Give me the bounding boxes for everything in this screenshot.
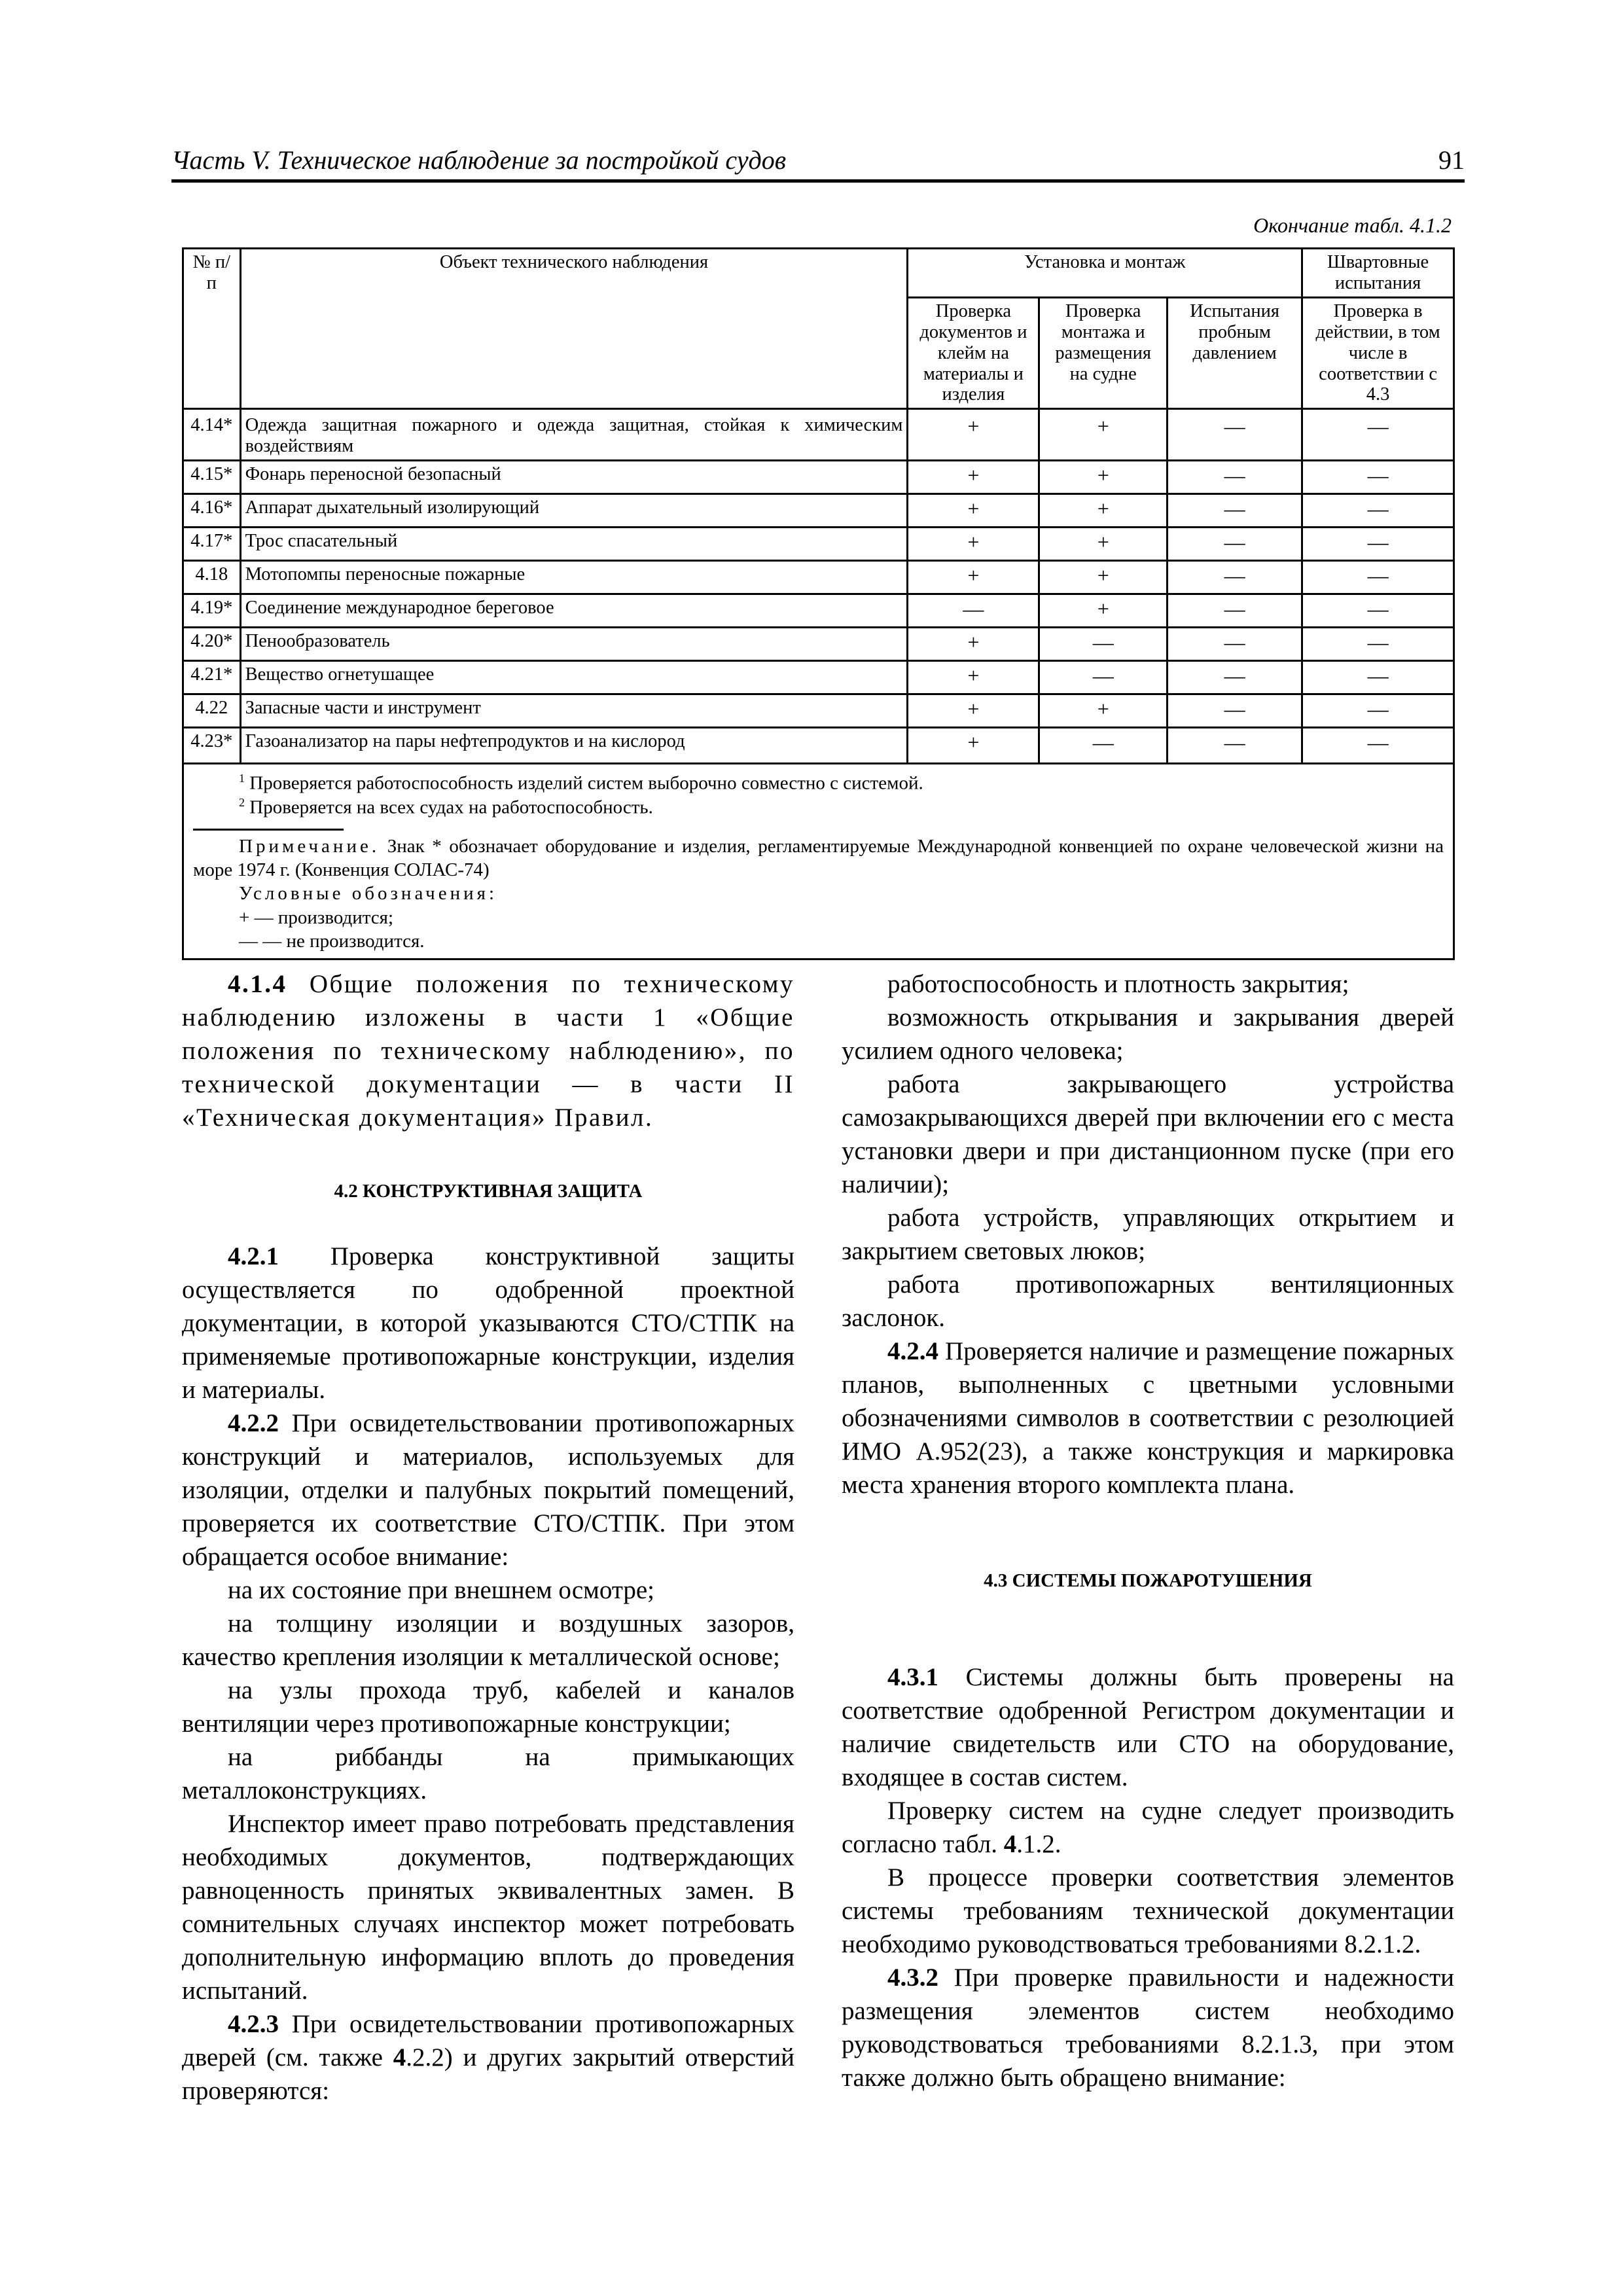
row-mark: + xyxy=(908,528,1039,561)
note-label: Примечание. xyxy=(239,835,380,857)
row-mark: — xyxy=(1302,594,1454,628)
row-num: 4.20* xyxy=(183,628,241,661)
row-mark: — xyxy=(1168,694,1302,728)
clause-number: 4.2.3 xyxy=(228,2010,279,2038)
row-mark: + xyxy=(1039,561,1168,594)
row-mark: — xyxy=(1039,628,1168,661)
row-object: Трос спасательный xyxy=(240,528,908,561)
paragraph-4-2-4 xyxy=(842,1335,1454,1501)
row-mark: — xyxy=(1168,528,1302,561)
row-mark: — xyxy=(1168,728,1302,764)
list-item: работоспособность и плотность закрытия; xyxy=(887,970,1349,998)
row-object: Фонарь переносной безопасный xyxy=(240,461,908,494)
row-num: 4.14* xyxy=(183,409,241,461)
row-num: 4.18 xyxy=(183,561,241,594)
paragraph-text: При проверке правильности и надежности размещения элементов систем необходимо руководствоваться требованиями 8.2.1.3, при этом также должно быть обращено внимание: xyxy=(842,1964,1454,2092)
row-mark: — xyxy=(1168,461,1302,494)
table-row xyxy=(183,461,1454,494)
table-row xyxy=(183,728,1454,764)
table-row xyxy=(183,561,1454,594)
row-mark: — xyxy=(1168,409,1302,461)
row-num: 4.21* xyxy=(183,661,241,694)
col-group-mooring-tests: Швартовные испытания xyxy=(1302,249,1454,298)
row-mark: + xyxy=(908,728,1039,764)
row-object: Пенообразователь xyxy=(240,628,908,661)
paragraph-4-3-1 xyxy=(842,1660,1454,1794)
footnote-1 xyxy=(193,771,1444,795)
list-item: на риббанды на примыкающих металлоконструкциях. xyxy=(182,1743,794,1804)
row-mark: — xyxy=(1168,661,1302,694)
row-mark: — xyxy=(1168,628,1302,661)
row-mark: — xyxy=(1302,728,1454,764)
clause-number: 4.1.4 xyxy=(228,970,287,998)
row-object: Запасные части и инструмент xyxy=(240,694,908,728)
paragraph-4-3-1-c: В процессе проверки соответствия элементов системы требованиям технической документации необходимо руководствоваться требованиями 8.2.1.2. xyxy=(842,1863,1454,1958)
table-row xyxy=(183,409,1454,461)
row-mark: — xyxy=(1302,528,1454,561)
list-item: возможность открывания и закрывания дверей усилием одного человека; xyxy=(842,1003,1454,1065)
row-mark: — xyxy=(1302,694,1454,728)
list-item: на их состояние при внешнем осмотре; xyxy=(228,1576,655,1604)
clause-number: 4.2.1 xyxy=(228,1242,279,1270)
paragraph-4-2-1 xyxy=(182,1240,794,1407)
col-header-num: № п/п xyxy=(183,249,241,409)
section-heading-4-2: 4.2 КОНСТРУКТИВНАЯ ЗАЩИТА xyxy=(334,1181,643,1202)
section-heading-4-3: 4.3 СИСТЕМЫ ПОЖАРОТУШЕНИЯ xyxy=(984,1570,1312,1591)
table-row xyxy=(183,628,1454,661)
col-header-object: Объект технического наблюдения xyxy=(240,249,908,409)
page-number: 91 xyxy=(1438,145,1465,175)
table-row xyxy=(183,528,1454,561)
inspection-table xyxy=(182,247,1455,960)
clause-number: 4.3.1 xyxy=(887,1663,938,1691)
row-num: 4.22 xyxy=(183,694,241,728)
paragraph-text: Проверка конструктивной защиты осуществляется по одобренной проектной документации, в которой указываются СТО/СТПК на применяемые противопожарные конструкции, изделия и материалы. xyxy=(182,1242,795,1404)
row-mark: — xyxy=(1039,728,1168,764)
footnote-2-text: Проверяется на всех судах на работоспособность. xyxy=(249,797,653,818)
left-column xyxy=(182,967,794,2108)
clause-number: 4.2.2 xyxy=(228,1409,279,1437)
row-object: Соединение международное береговое xyxy=(240,594,908,628)
footnote-divider xyxy=(193,829,344,831)
row-mark: — xyxy=(1168,561,1302,594)
running-header xyxy=(171,145,1465,183)
row-num: 4.15* xyxy=(183,461,241,494)
row-mark: — xyxy=(1302,461,1454,494)
row-mark: — xyxy=(1302,409,1454,461)
row-mark: + xyxy=(908,628,1039,661)
row-mark: + xyxy=(908,409,1039,461)
legend-dash: — — не производится. xyxy=(239,930,425,952)
paragraph-4-2-2 xyxy=(182,1407,794,1573)
row-mark: — xyxy=(1168,594,1302,628)
paragraph-text: Системы должны быть проверены на соответствие одобренной Регистром документации и наличие свидетельств или СТО на оборудование, входящее в состав систем. xyxy=(842,1663,1454,1791)
row-mark: + xyxy=(1039,528,1168,561)
clause-number: 4.2.4 xyxy=(887,1337,938,1365)
col-header-operation-check: Проверка в действии, в том числе в соответствии с 4.3 xyxy=(1302,297,1454,409)
footnote-1-mark: 1 xyxy=(239,772,245,785)
row-object: Вещество огнетушащее xyxy=(240,661,908,694)
row-mark: — xyxy=(908,594,1039,628)
table-row xyxy=(183,494,1454,528)
row-mark: + xyxy=(1039,694,1168,728)
row-mark: + xyxy=(1039,409,1168,461)
paragraph-text: .2.2) и других закрытий отверстий проверяются: xyxy=(182,2043,794,2105)
paragraph-4-3-2 xyxy=(842,1961,1454,2094)
row-mark: — xyxy=(1302,628,1454,661)
col-header-doc-check: Проверка документов и клейм на материалы и изделия xyxy=(908,297,1039,409)
row-mark: — xyxy=(1302,561,1454,594)
table-row xyxy=(183,694,1454,728)
col-group-installation: Установка и монтаж xyxy=(908,249,1302,298)
list-item: на узлы прохода труб, кабелей и каналов вентиляции через противопожарные конструкции; xyxy=(182,1676,794,1738)
row-object: Аппарат дыхательный изолирующий xyxy=(240,494,908,528)
row-object: Газоанализатор на пары нефтепродуктов и на кислород xyxy=(240,728,908,764)
legend-label: Условные обозначения: xyxy=(239,883,498,905)
list-item: на толщину изоляции и воздушных зазоров, качество крепления изоляции к металлической основе; xyxy=(182,1609,794,1671)
table-row xyxy=(183,594,1454,628)
paragraph-text: Проверяется наличие и размещение пожарных планов, выполненных с цветными условными обозначениями символов в соответствии с резолюцией ИМО А.952(23), а также конструкция и маркировка места хранения второго комплекта плана. xyxy=(842,1337,1454,1499)
reference-bold: 4 xyxy=(393,2043,406,2072)
paragraph-text: Проверку систем на судне следует производить согласно табл. xyxy=(842,1797,1454,1858)
note-text: Знак * обозначает оборудование и изделия, регламентируемые Международной конвенцией по охране человеческой жизни на море 1974 г. (Конвенция СОЛАС-74) xyxy=(193,835,1444,881)
footnote-2-mark: 2 xyxy=(239,796,245,810)
row-mark: + xyxy=(908,561,1039,594)
row-object: Одежда защитная пожарного и одежда защитная, стойкая к химическим воздействиям xyxy=(240,409,908,461)
row-mark: + xyxy=(908,661,1039,694)
row-num: 4.17* xyxy=(183,528,241,561)
paragraph-4-1-4 xyxy=(182,967,794,1134)
list-item: работа противопожарных вентиляционных заслонок. xyxy=(842,1270,1454,1332)
footnote-1-text: Проверяется работоспособность изделий систем выборочно совместно с системой. xyxy=(249,772,923,794)
col-header-pressure-test: Испытания пробным давлением xyxy=(1168,297,1302,409)
paragraph-text: При освидетельствовании противопожарных конструкций и материалов, используемых для изоляции, отделки и палубных покрытий помещений, проверяется их соответствие СТО/СТПК. При этом обращается особое внимание: xyxy=(182,1409,794,1571)
row-mark: — xyxy=(1168,494,1302,528)
paragraph-text: При освидетельствовании противопожарных дверей (см. также xyxy=(182,2010,794,2072)
paragraph-4-3-1-b xyxy=(842,1794,1454,1861)
legend-plus: + — производится; xyxy=(239,906,394,928)
row-mark: + xyxy=(1039,494,1168,528)
list-item: работа устройств, управляющих открытием и закрытием световых люков; xyxy=(842,1204,1454,1265)
row-mark: — xyxy=(1039,661,1168,694)
list-item: работа закрывающего устройства самозакрывающихся дверей при включении его с места установки двери и при дистанционном пуске (при его наличии); xyxy=(842,1070,1454,1198)
paragraph-inspector: Инспектор имеет право потребовать представления необходимых документов, подтверждающих равноценность принятых эквивалентных замен. В сомнительных случаях инспектор может потребовать дополнительную информацию вплоть до проведения испытаний. xyxy=(182,1810,794,2005)
footnote-2 xyxy=(193,795,1444,819)
row-object: Мотопомпы переносные пожарные xyxy=(240,561,908,594)
row-mark: + xyxy=(908,461,1039,494)
paragraph-4-2-3 xyxy=(182,2007,794,2108)
table-row xyxy=(183,661,1454,694)
row-mark: + xyxy=(1039,461,1168,494)
header-title: Часть V. Техническое наблюдение за постройкой судов xyxy=(171,145,787,175)
row-num: 4.16* xyxy=(183,494,241,528)
table-notes-row xyxy=(183,764,1454,960)
row-num: 4.19* xyxy=(183,594,241,628)
col-header-mount-check: Проверка монтажа и размещения на судне xyxy=(1039,297,1168,409)
row-mark: + xyxy=(908,694,1039,728)
row-mark: — xyxy=(1302,661,1454,694)
row-mark: + xyxy=(908,494,1039,528)
table-note xyxy=(193,834,1444,882)
paragraph-text: Общие положения по техническому наблюдению изложены в части 1 «Общие положения по техническому наблюдению», по технической документации — в части II «Техническая документация» Правил. xyxy=(182,970,794,1132)
clause-number: 4.3.2 xyxy=(887,1964,938,1992)
table-notes xyxy=(183,764,1454,960)
paragraph-text: .1.2. xyxy=(1016,1830,1061,1858)
right-column xyxy=(842,967,1454,2094)
reference-bold: 4 xyxy=(1003,1830,1017,1858)
row-num: 4.23* xyxy=(183,728,241,764)
row-mark: + xyxy=(1039,594,1168,628)
table-caption: Окончание табл. 4.1.2 xyxy=(1253,213,1452,237)
row-mark: — xyxy=(1302,494,1454,528)
